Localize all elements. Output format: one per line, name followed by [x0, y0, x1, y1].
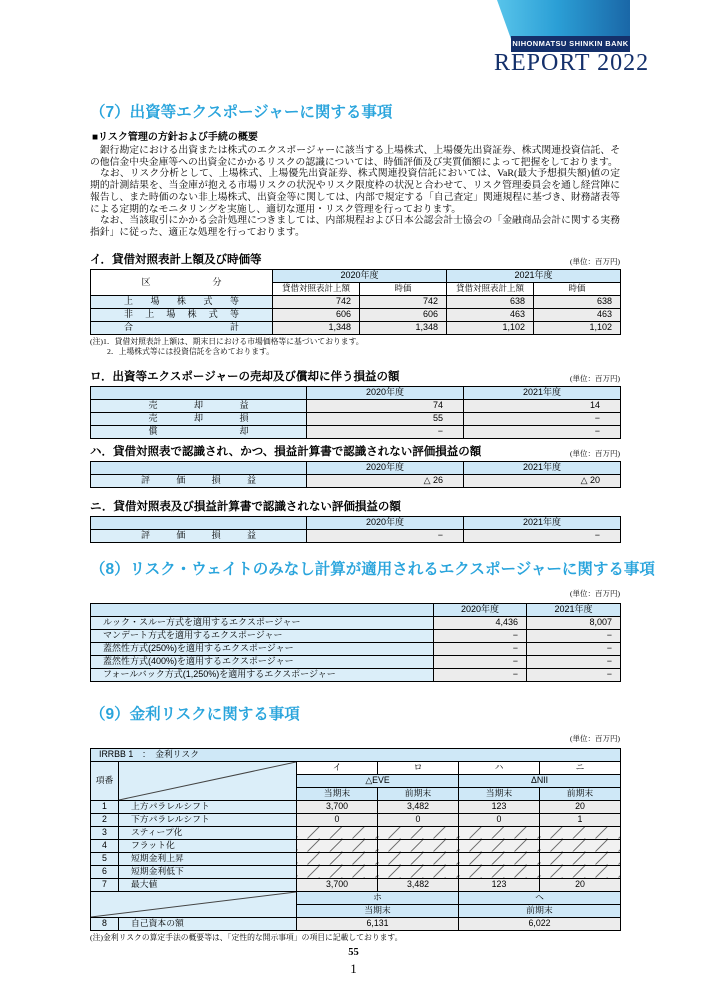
table-row: [91, 865, 621, 878]
item-no: 8: [91, 917, 119, 930]
table-row: [91, 616, 621, 629]
not-applicable-cell: [378, 839, 459, 852]
report-title: REPORT 2022: [494, 50, 650, 76]
not-applicable-cell: [378, 865, 459, 878]
not-applicable-cell: [459, 839, 540, 852]
previous-period-header: 前期末: [459, 904, 621, 917]
unit-label: (単位：百万円): [570, 733, 620, 743]
table-row: [91, 668, 621, 681]
unit-label: (単位：百万円): [570, 256, 620, 266]
not-applicable-cell: [540, 852, 621, 865]
unit-line: [90, 728, 620, 746]
fy2020-header-cell: 2020年度: [434, 603, 527, 616]
value-cell: 3,482: [378, 878, 459, 891]
fair-value-subheader: 時価: [360, 282, 447, 295]
section9-title: （9）金利リスクに関する事項: [90, 705, 300, 723]
value-cell: 1,348: [273, 321, 360, 334]
item-no-header: 項番: [91, 761, 119, 800]
value-cell: 463: [534, 308, 621, 321]
not-applicable-cell: [378, 826, 459, 839]
value-cell: −: [527, 642, 621, 655]
value-cell: 20: [540, 800, 621, 813]
delta-nii-header: ΔNII: [459, 774, 621, 787]
table-row: [91, 891, 621, 904]
table-row: [91, 603, 621, 616]
row-label: 自己資本の額: [119, 917, 297, 930]
current-period-header: 当期末: [459, 787, 540, 800]
fy2020-header-cell: 2020年度: [307, 516, 464, 529]
not-applicable-cell: [459, 865, 540, 878]
not-applicable-cell: [297, 865, 378, 878]
value-cell: 638: [534, 295, 621, 308]
diagonal-line: [119, 762, 296, 800]
table-irrbb1-interest-rate-risk: [90, 748, 621, 931]
fy2020-header-cell: 2020年度: [273, 269, 447, 282]
secondary-page-number: 1: [350, 961, 357, 976]
fy2021-header-cell: 2021年度: [464, 386, 621, 399]
row-label: 上場株式等: [91, 295, 273, 308]
not-applicable-cell: [540, 826, 621, 839]
not-applicable-cell: [297, 839, 378, 852]
table-ha-title: ハ．貸借対照表で認識され、かつ、損益計算書で認識されない評価損益の額: [90, 445, 482, 458]
row-label: 短期金利低下: [119, 865, 297, 878]
fy2021-header-cell: 2021年度: [464, 516, 621, 529]
col-label-ho: ホ: [297, 891, 459, 904]
value-cell: 123: [459, 800, 540, 813]
value-cell: −: [434, 655, 527, 668]
value-cell: −: [434, 668, 527, 681]
not-applicable-cell: [459, 852, 540, 865]
policy-paragraph-3: なお、当該取引にかかる会計処理につきましては、内部規程および日本公認会計士協会の「金融商品会計に関する実務指針」に従った、適正な処理を行っております。: [90, 215, 620, 238]
row-label: フラット化: [119, 839, 297, 852]
value-cell: 0: [297, 813, 378, 826]
table-ni-title: ニ．貸借対照表及び損益計算書で認識されない評価損益の額: [90, 500, 401, 513]
table-gains-losses-sale: [90, 386, 621, 439]
table-i-notes: [90, 337, 620, 358]
table-row: [91, 461, 621, 474]
value-cell: −: [464, 412, 621, 425]
table-row: [91, 826, 621, 839]
page-number: 55: [348, 947, 359, 958]
table-row: [91, 516, 621, 529]
item-no: 4: [91, 839, 119, 852]
previous-period-header: 前期末: [378, 787, 459, 800]
previous-period-header: 前期末: [540, 787, 621, 800]
value-cell: −: [464, 425, 621, 438]
col-label-ni: ニ: [540, 761, 621, 774]
table-row: [91, 412, 621, 425]
table-balance-sheet-amounts: [90, 269, 621, 335]
row-label: 蓋然性方式(400%)を適用するエクスポージャー: [91, 655, 434, 668]
table-row: [91, 761, 621, 774]
page-content: [90, 100, 655, 943]
empty-header-cell: [91, 386, 307, 399]
table-row: [91, 800, 621, 813]
row-label: マンデート方式を適用するエクスポージャー: [91, 629, 434, 642]
not-applicable-cell: [378, 852, 459, 865]
note-1: (注)1．貸借対照表計上額は、期末日における市場価格等に基づいております。: [90, 336, 364, 346]
value-cell: 742: [273, 295, 360, 308]
table-row: [91, 878, 621, 891]
value-cell: 14: [464, 399, 621, 412]
table-unrecognized-pl-bs: [90, 461, 621, 488]
value-cell: 3,482: [378, 800, 459, 813]
table-deemed-calculation: [90, 603, 621, 682]
table-unrecognized-pl-none: [90, 516, 621, 543]
row-label: ルック・スルー方式を適用するエクスポージャー: [91, 616, 434, 629]
not-applicable-cell: [297, 852, 378, 865]
row-label: 評価損益: [91, 529, 307, 542]
value-cell: △ 26: [307, 474, 464, 487]
table-ha-heading-row: [90, 443, 620, 459]
value-cell: −: [527, 655, 621, 668]
value-cell: −: [307, 529, 464, 542]
table-ro-title: ロ．出資等エクスポージャーの売却及び償却に伴う損益の額: [90, 370, 400, 383]
value-cell: 6,022: [459, 917, 621, 930]
col-label-ro: ロ: [378, 761, 459, 774]
table-row: [91, 839, 621, 852]
col-label-i: イ: [297, 761, 378, 774]
item-no: 6: [91, 865, 119, 878]
value-cell: −: [434, 629, 527, 642]
value-cell: −: [464, 529, 621, 542]
row-label: 合計: [91, 321, 273, 334]
table-i-heading-row: [90, 251, 620, 267]
table-row: [91, 813, 621, 826]
bs-amount-subheader: 貸借対照表計上額: [273, 282, 360, 295]
value-cell: 0: [459, 813, 540, 826]
unit-line: [90, 583, 620, 601]
policy-paragraph-2: なお、リスク分析として、上場株式、上場優先出資証券、株式関連投資信託においては、VaR(最大予想損失額)値の定期的計測結果を、当金庫が抱える市場リスクの状況やリスク限度枠の状況と合わせて、リスク管理委員会を通し経営陣に報告し、また時価のない非上場株式、出資金等に関しては、内部で規定する「自己査定」関連規程に基づき、財務諸表等による定期的なモニタリングを実施し、適切な運用・リスク管理を行っております。: [90, 168, 620, 215]
table-row: [91, 748, 621, 761]
value-cell: 20: [540, 878, 621, 891]
table-ni-heading-row: [90, 498, 620, 514]
delta-eve-header: △EVE: [297, 774, 459, 787]
table-row: [91, 917, 621, 930]
row-label: 蓋然性方式(250%)を適用するエクスポージャー: [91, 642, 434, 655]
table-row: [91, 529, 621, 542]
table-row: [91, 321, 621, 334]
fy2021-header-cell: 2021年度: [464, 461, 621, 474]
table-row: [91, 295, 621, 308]
table-row: [91, 474, 621, 487]
row-label: 売却益: [91, 399, 307, 412]
empty-header-cell: [91, 461, 307, 474]
value-cell: 606: [360, 308, 447, 321]
fy2021-header-cell: 2021年度: [447, 269, 621, 282]
value-cell: 1,348: [360, 321, 447, 334]
policy-paragraph-1: 銀行勘定における出資または株式のエクスポージャーに該当する上場株式、上場優先出資証券、株式関連投資信託、その他信金中央金庫等への出資金にかかるリスクの認識については、時価評価及び実質価額によって把握をしております。: [90, 145, 620, 168]
value-cell: 3,700: [297, 878, 378, 891]
value-cell: −: [527, 668, 621, 681]
diagonal-line: [91, 892, 296, 917]
irrbb-caption: IRRBB 1 ： 金利リスク: [91, 748, 621, 761]
fy2021-header-cell: 2021年度: [527, 603, 621, 616]
table-ro-heading-row: [90, 368, 620, 384]
row-label: スティープ化: [119, 826, 297, 839]
value-cell: 638: [447, 295, 534, 308]
fy2020-header-cell: 2020年度: [307, 386, 464, 399]
risk-policy-heading: ■リスク管理の方針および手続の概要: [92, 132, 258, 143]
item-no: 3: [91, 826, 119, 839]
header-gradient-band: [497, 0, 630, 39]
fair-value-subheader: 時価: [534, 282, 621, 295]
value-cell: 606: [273, 308, 360, 321]
current-period-header: 当期末: [297, 787, 378, 800]
table-row: [91, 399, 621, 412]
table-row: [91, 642, 621, 655]
value-cell: 123: [459, 878, 540, 891]
value-cell: 55: [307, 412, 464, 425]
unit-label: (単位：百万円): [570, 448, 620, 458]
value-cell: 3,700: [297, 800, 378, 813]
value-cell: −: [307, 425, 464, 438]
value-cell: 74: [307, 399, 464, 412]
item-no: 7: [91, 878, 119, 891]
current-period-header: 当期末: [297, 904, 459, 917]
diagonal-header-cell: [119, 761, 297, 800]
table-row: [91, 269, 621, 282]
table-i-title: イ．貸借対照表計上額及び時価等: [90, 253, 262, 266]
row-label: 償却: [91, 425, 307, 438]
item-no: 1: [91, 800, 119, 813]
col-label-he: ヘ: [459, 891, 621, 904]
not-applicable-cell: [540, 839, 621, 852]
row-label: 下方パラレルシフト: [119, 813, 297, 826]
fy2020-header-cell: 2020年度: [307, 461, 464, 474]
value-cell: 463: [447, 308, 534, 321]
value-cell: 0: [378, 813, 459, 826]
row-label: 短期金利上昇: [119, 852, 297, 865]
value-cell: 8,007: [527, 616, 621, 629]
bs-amount-subheader: 貸借対照表計上額: [447, 282, 534, 295]
value-cell: 1,102: [534, 321, 621, 334]
irrbb-note: (注)金利リスクの算定手法の概要等は、「定性的な開示事項」の項目に記載しております。: [90, 932, 403, 942]
row-label: フォールバック方式(1,250%)を適用するエクスポージャー: [91, 668, 434, 681]
col-label-ha: ハ: [459, 761, 540, 774]
note-2: 2．上場株式等には投資信託を含めております。: [107, 347, 275, 357]
unit-label: (単位：百万円): [570, 588, 620, 598]
section7-title: （7）出資等エクスポージャーに関する事項: [90, 104, 393, 121]
value-cell: 742: [360, 295, 447, 308]
not-applicable-cell: [297, 826, 378, 839]
value-cell: −: [434, 642, 527, 655]
unit-label: (単位：百万円): [570, 373, 620, 383]
row-label: 評価損益: [91, 474, 307, 487]
item-no: 5: [91, 852, 119, 865]
value-cell: △ 20: [464, 474, 621, 487]
section8-title: （8）リスク・ウェイトのみなし計算が適用されるエクスポージャーに関する事項: [90, 560, 655, 578]
category-header-cell: 区分: [91, 269, 273, 295]
value-cell: 6,131: [297, 917, 459, 930]
diagonal-header-cell: [91, 891, 297, 917]
table-row: [91, 425, 621, 438]
row-label: 非上場株式等: [91, 308, 273, 321]
value-cell: 1,102: [447, 321, 534, 334]
table-row: [91, 386, 621, 399]
value-cell: −: [527, 629, 621, 642]
value-cell: 4,436: [434, 616, 527, 629]
row-label: 上方パラレルシフト: [119, 800, 297, 813]
row-label: 最大値: [119, 878, 297, 891]
empty-header-cell: [91, 603, 434, 616]
table-row: [91, 629, 621, 642]
table-row: [91, 852, 621, 865]
table-row: [91, 308, 621, 321]
not-applicable-cell: [459, 826, 540, 839]
row-label: 売却損: [91, 412, 307, 425]
empty-header-cell: [91, 516, 307, 529]
table-row: [91, 655, 621, 668]
bank-name-banner: NIHONMATSU SHINKIN BANK: [511, 36, 630, 52]
item-no: 2: [91, 813, 119, 826]
value-cell: 1: [540, 813, 621, 826]
not-applicable-cell: [540, 865, 621, 878]
